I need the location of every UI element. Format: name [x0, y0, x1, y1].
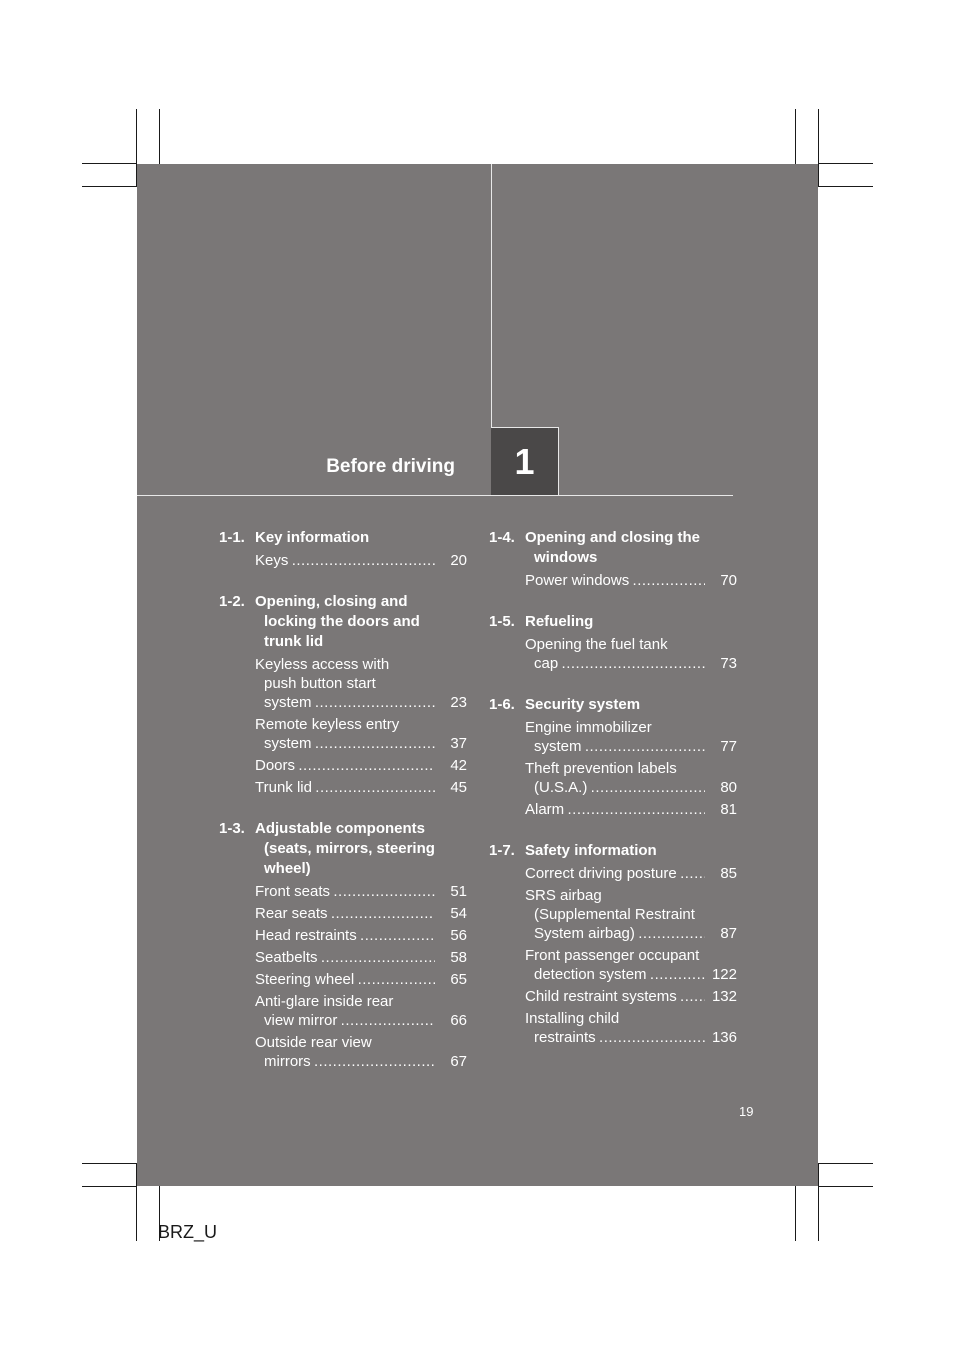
toc-section — [219, 528, 467, 570]
entry-title — [525, 759, 705, 797]
section-number: 1-4. — [489, 529, 515, 546]
entry-title — [525, 946, 705, 984]
toc-entry[interactable] — [489, 946, 737, 984]
toc-entry[interactable] — [489, 800, 737, 819]
section-title: Opening, closing and locking the doors and trunk lid — [255, 593, 420, 650]
entry-page-number: 85 — [705, 864, 737, 883]
toc-section — [219, 592, 467, 797]
crop-mark — [795, 109, 796, 164]
section-heading — [489, 528, 737, 568]
toc-entry[interactable] — [489, 886, 737, 943]
entry-title-text: Steering wheel — [255, 971, 357, 988]
section-heading — [219, 592, 467, 652]
entry-page-number: 67 — [435, 1052, 467, 1071]
toc-entry[interactable] — [219, 970, 467, 989]
crop-mark — [818, 109, 819, 186]
entry-title-text: Remote keyless entry system — [255, 716, 400, 752]
entry-title — [525, 1009, 705, 1047]
toc-entry[interactable] — [489, 759, 737, 797]
section-title: Security system — [525, 696, 641, 713]
entry-title-text: Rear seats — [255, 905, 331, 922]
section-heading — [489, 695, 737, 715]
entry-title — [255, 756, 435, 775]
crop-mark — [82, 163, 137, 164]
page-number: 19 — [739, 1104, 754, 1119]
crop-mark — [159, 109, 160, 164]
toc-entry[interactable] — [219, 992, 467, 1030]
toc-right-column — [489, 528, 737, 1069]
entry-title — [255, 992, 435, 1030]
entry-page-number: 80 — [705, 778, 737, 797]
entry-title-text: Doors — [255, 757, 298, 774]
section-heading — [219, 528, 467, 548]
entry-title — [525, 718, 705, 756]
section-number: 1-7. — [489, 842, 515, 859]
entry-page-number: 66 — [435, 1011, 467, 1030]
toc-section — [489, 528, 737, 590]
entry-page-number: 37 — [435, 734, 467, 753]
entry-title-text: Child restraint systems — [525, 988, 680, 1005]
entry-title-text: SRS airbag (Supplemental Restraint System airbag) — [525, 887, 695, 942]
section-number: 1-2. — [219, 593, 245, 610]
entry-page-number: 87 — [705, 924, 737, 943]
toc-section — [219, 819, 467, 1071]
entry-page-number: 70 — [705, 571, 737, 590]
toc-entry[interactable] — [219, 551, 467, 570]
entry-title-text: Anti-glare inside rear view mirror — [255, 993, 394, 1029]
entry-title — [525, 800, 705, 819]
chapter-number-box — [491, 427, 559, 495]
section-number: 1-3. — [219, 820, 245, 837]
toc-entry[interactable] — [219, 1033, 467, 1071]
section-title: Key information — [255, 529, 370, 546]
entry-title-text: Installing child restraints — [525, 1010, 620, 1046]
toc-entry[interactable] — [219, 655, 467, 712]
entry-title-text: Correct driving posture — [525, 865, 680, 882]
toc-section — [489, 695, 737, 819]
entry-title — [255, 904, 435, 923]
entry-page-number: 65 — [435, 970, 467, 989]
toc-entry[interactable] — [489, 635, 737, 673]
section-heading — [489, 612, 737, 632]
entry-page-number: 56 — [435, 926, 467, 945]
entry-title — [525, 987, 705, 1006]
entry-page-number: 23 — [435, 693, 467, 712]
entry-page-number: 81 — [705, 800, 737, 819]
toc-entry[interactable] — [219, 882, 467, 901]
toc-entry[interactable] — [219, 904, 467, 923]
entry-title — [255, 882, 435, 901]
entry-title — [255, 715, 435, 753]
toc-entry[interactable] — [489, 718, 737, 756]
toc-entry[interactable] — [489, 987, 737, 1006]
crop-mark — [82, 1186, 137, 1187]
crop-mark — [818, 163, 873, 164]
entry-title-text: Engine immobilizer system — [525, 719, 652, 755]
toc-entry[interactable] — [219, 715, 467, 753]
entry-page-number: 45 — [435, 778, 467, 797]
entry-title — [255, 948, 435, 967]
entry-title-text: Keys — [255, 552, 291, 569]
section-title: Safety information — [525, 842, 657, 859]
entry-page-number: 77 — [705, 737, 737, 756]
entry-title-text: Keyless access with push button start system — [255, 656, 390, 711]
entry-page-number: 42 — [435, 756, 467, 775]
entry-title-text: Front seats — [255, 883, 333, 900]
toc-entry[interactable] — [489, 864, 737, 883]
entry-title-text: Alarm — [525, 801, 567, 818]
section-title: Opening and closing the windows — [525, 529, 701, 566]
entry-page-number: 122 — [705, 965, 737, 984]
entry-title — [255, 655, 435, 712]
entry-title-text: Seatbelts — [255, 949, 321, 966]
toc-left-column — [219, 528, 467, 1093]
entry-title-text: Head restraints — [255, 927, 360, 944]
section-heading — [219, 819, 467, 879]
entry-title — [255, 1033, 435, 1071]
toc-entry[interactable] — [489, 1009, 737, 1047]
crop-mark — [818, 1164, 819, 1241]
section-heading — [489, 841, 737, 861]
chapter-panel — [137, 164, 818, 1186]
footer-code: BRZ_U — [158, 1222, 218, 1242]
entry-title — [525, 635, 705, 673]
toc-entry[interactable] — [489, 571, 737, 590]
entry-title — [255, 970, 435, 989]
toc-section — [489, 612, 737, 673]
toc-entry[interactable] — [219, 778, 467, 797]
entry-title — [255, 551, 435, 570]
chapter-number: 1 — [514, 440, 535, 482]
entry-title — [255, 778, 435, 797]
chapter-title: Before driving — [326, 456, 455, 477]
section-number: 1-6. — [489, 696, 515, 713]
entry-page-number: 58 — [435, 948, 467, 967]
entry-page-number: 54 — [435, 904, 467, 923]
section-number: 1-1. — [219, 529, 245, 546]
crop-mark — [818, 1186, 873, 1187]
horizontal-divider — [137, 495, 733, 496]
section-title: Adjustable components (seats, mirrors, steering wheel) — [255, 820, 435, 877]
entry-title-text: Outside rear view mirrors — [255, 1034, 372, 1070]
toc-section — [489, 841, 737, 1047]
entry-title-text: Trunk lid — [255, 779, 315, 796]
toc-entry[interactable] — [219, 926, 467, 945]
section-number: 1-5. — [489, 613, 515, 630]
entry-title-text: Opening the fuel tank cap — [525, 636, 668, 672]
entry-title-text: Front passenger occupant detection system — [525, 947, 700, 983]
entry-page-number: 20 — [435, 551, 467, 570]
entry-page-number: 132 — [705, 987, 737, 1006]
section-title: Refueling — [525, 613, 594, 630]
entry-title — [525, 864, 705, 883]
entry-title — [525, 886, 705, 943]
entry-title-text: Theft prevention labels (U.S.A.) — [525, 760, 677, 796]
entry-title — [525, 571, 705, 590]
entry-title — [255, 926, 435, 945]
entry-page-number: 51 — [435, 882, 467, 901]
entry-page-number: 136 — [705, 1028, 737, 1047]
toc-entry[interactable] — [219, 756, 467, 775]
crop-mark — [795, 1186, 796, 1241]
toc-entry[interactable] — [219, 948, 467, 967]
entry-page-number: 73 — [705, 654, 737, 673]
entry-title-text: Power windows — [525, 572, 632, 589]
